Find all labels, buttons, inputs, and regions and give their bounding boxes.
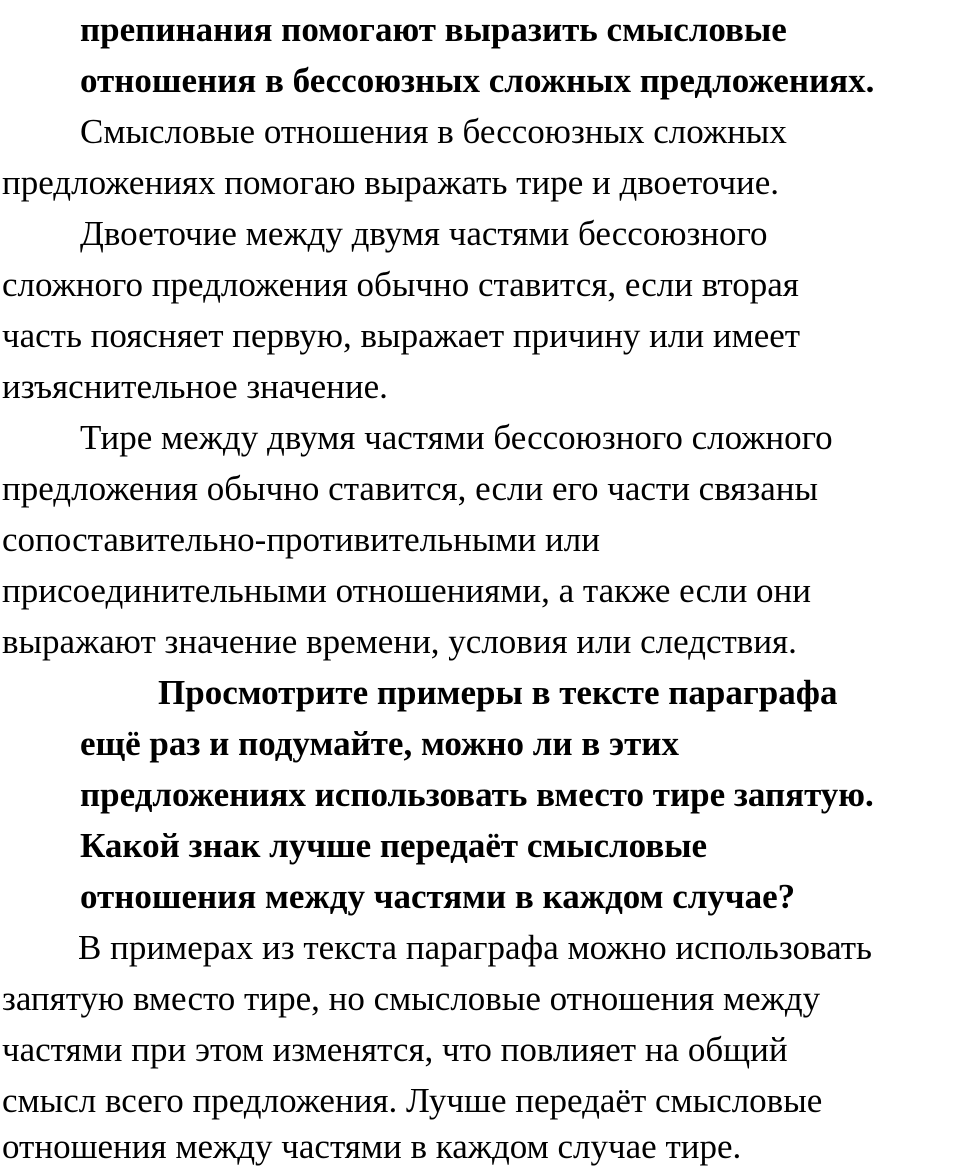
text-line: изъяснительное значение. bbox=[2, 367, 388, 406]
text-line: предложениях помогаю выражать тире и двоеточие. bbox=[2, 163, 780, 202]
text-line: отношения между частями в каждом случае тире. bbox=[2, 1127, 742, 1166]
text-line: присоединительными отношениями, а также если они bbox=[2, 571, 812, 610]
text-line: Просмотрите примеры в тексте параграфа bbox=[158, 673, 838, 712]
text-line: сложного предложения обычно ставится, если вторая bbox=[2, 265, 799, 304]
text-line: выражают значение времени, условия или следствия. bbox=[2, 622, 797, 661]
text-line: отношения в бессоюзных сложных предложениях. bbox=[80, 61, 875, 100]
text-line: смысл всего предложения. Лучше передаёт смысловые bbox=[2, 1081, 823, 1120]
text-line: частями при этом изменятся, что повлияет на общий bbox=[2, 1030, 788, 1069]
text-line: Тире между двумя частями бессоюзного сложного bbox=[80, 418, 833, 457]
text-line: Какой знак лучше передаёт смысловые bbox=[80, 826, 708, 865]
text-line: часть поясняет первую, выражает причину или имеет bbox=[2, 316, 801, 355]
text-line: сопоставительно-противительными или bbox=[2, 520, 600, 559]
text-line: В примерах из текста параграфа можно использовать bbox=[78, 928, 872, 967]
text-line: ещё раз и подумайте, можно ли в этих bbox=[80, 724, 679, 763]
text-line: запятую вместо тире, но смысловые отношения между bbox=[2, 979, 821, 1018]
text-line: Двоеточие между двумя частями бессоюзного bbox=[80, 214, 768, 253]
text-line: препинания помогают выразить смысловые bbox=[80, 10, 787, 49]
text-line: предложениях использовать вместо тире запятую. bbox=[80, 775, 874, 814]
text-line: предложения обычно ставится, если его части связаны bbox=[2, 469, 818, 508]
text-line: Смысловые отношения в бессоюзных сложных bbox=[80, 112, 787, 151]
text-line: отношения между частями в каждом случае? bbox=[80, 877, 796, 916]
